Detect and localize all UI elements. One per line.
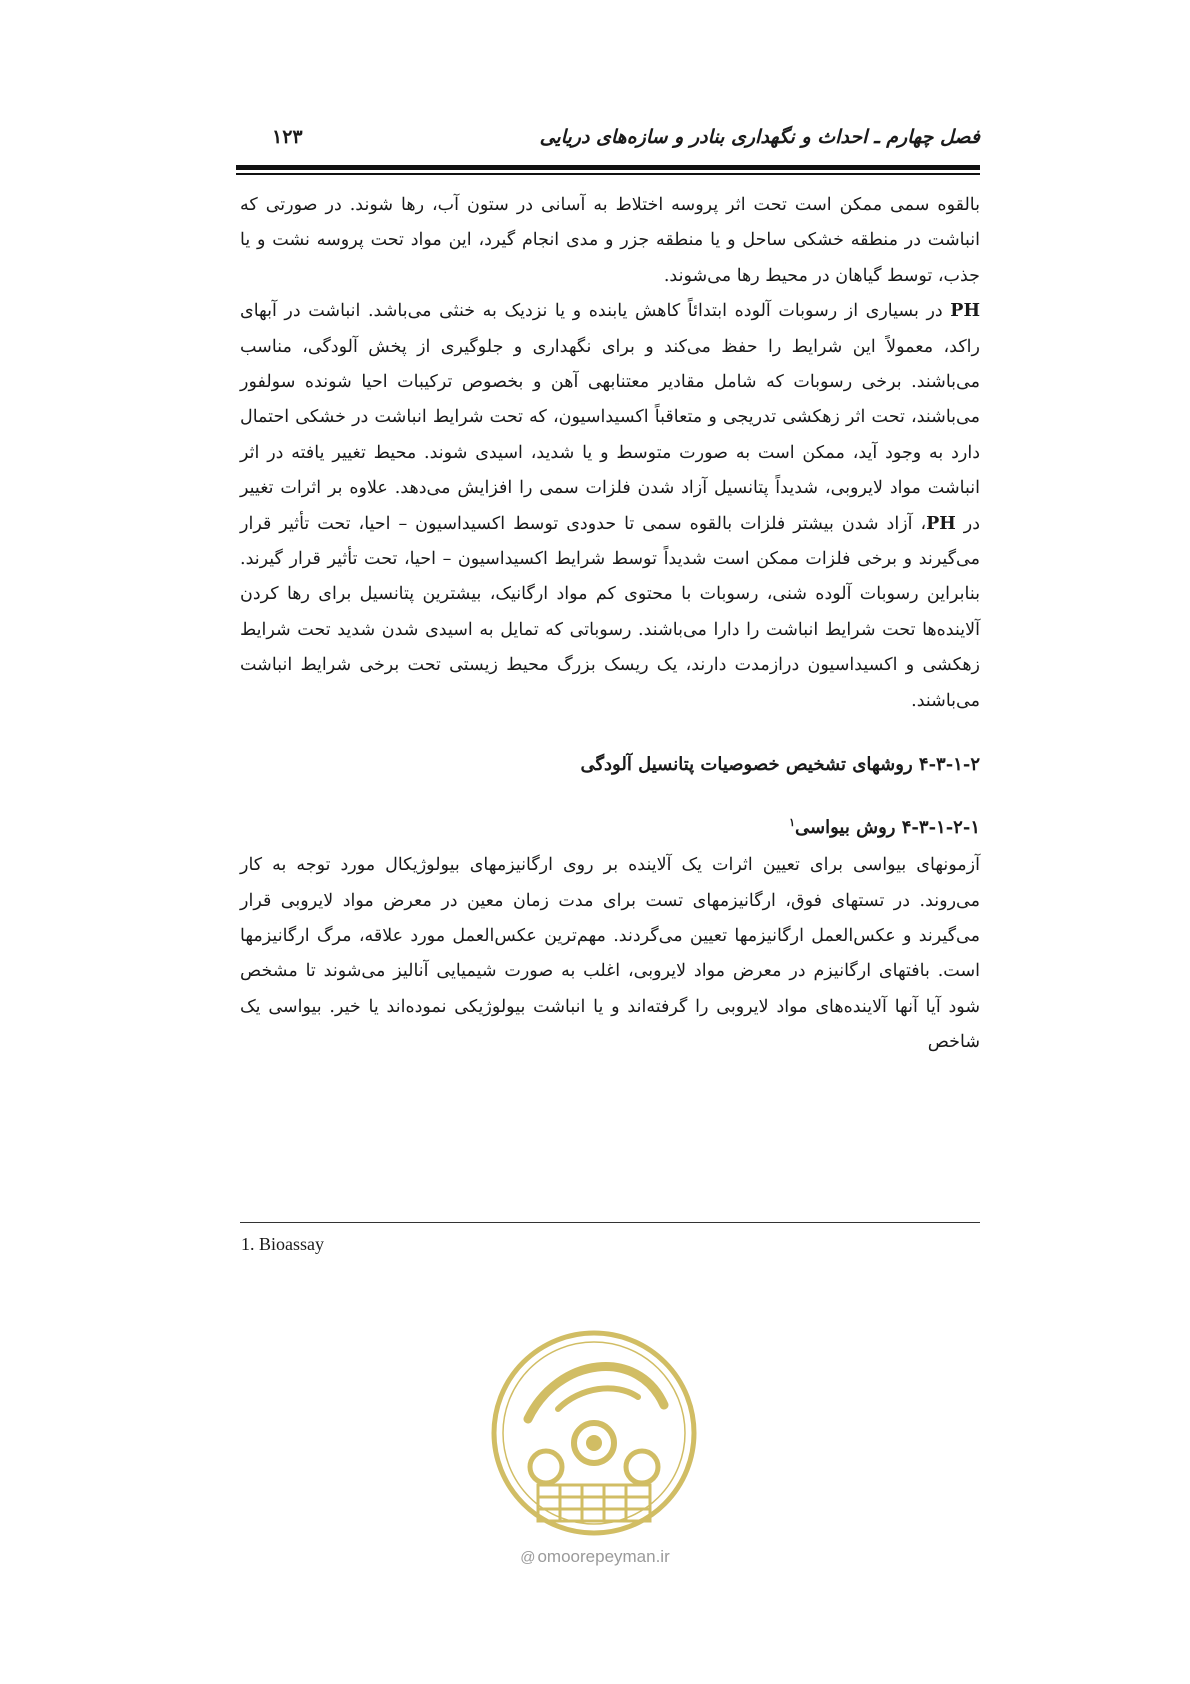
section-heading: ۴-۳-۱-۲ روشهای تشخیص خصوصیات پتانسیل آلودگی — [580, 754, 980, 776]
subsection-heading — [240, 805, 980, 846]
ph-term-lead: PH — [950, 301, 980, 322]
footnote: 1. Bioassay — [241, 1234, 324, 1254]
header-rule-thick — [236, 165, 980, 170]
paragraph-3 — [240, 848, 980, 1060]
subsection-heading-text: ۴-۳-۱-۲-۱ روش بیواسی — [795, 817, 980, 839]
paragraph-2-text-a: در بسیاری از رسوبات آلوده ابتدائاً کاهش یابنده و یا نزدیک به خنثی می‌باشد. انباشت در آبهای راکد، معمولاً این شرایط را حفظ می‌کند و برای نگهداری و جلوگیری از پخش آلودگی، مناسب می‌باشند. برخی رسوبات که شامل مقادیر معتنابهی آهن و بخصوص ترکیبات احیا شونده سولفور می‌باشند، تحت اثر زهکشی تدریجی و متعاقباً اکسیداسیون، که تحت شرایط انباشت در خشکی احتمال دارد به وجود آید، ممکن است به صورت متوسط و یا شدید، اسیدی شوند. محیط تغییر یافته در اثر انباشت مواد لایروبی، شدیداً پتانسیل آزاد شدن فلزات سمی را افزایش می‌دهد. علاوه بر اثرات تغییر در — [240, 301, 980, 534]
page-header — [236, 126, 980, 156]
body-text — [240, 188, 980, 1061]
watermark-site-text: omoorepeyman.ir — [537, 1547, 670, 1566]
header-rule-thin — [236, 173, 980, 175]
footnote-rule — [240, 1222, 980, 1223]
paragraph-2 — [240, 294, 980, 719]
paragraph-1 — [240, 188, 980, 294]
paragraph-1-text: بالقوه سمی ممکن است تحت اثر پروسه اختلاط به آسانی در ستون آب، رها شوند. در صورتی که انباشت در منطقه خشکی ساحل و یا منطقه جزر و مدی انجام گیرد، این مواد تحت پروسه نشت و یا جذب، توسط گیاهان در محیط رها می‌شوند. — [240, 195, 980, 286]
watermark-logo-icon — [488, 1327, 700, 1539]
running-title: فصل چهارم ـ احداث و نگهداری بنادر و سازه‌های دریایی — [539, 126, 980, 148]
watermark-at-icon: @ — [520, 1549, 536, 1566]
paragraph-3-text: آزمونهای بیواسی برای تعیین اثرات یک آلاینده بر روی ارگانیزمهای بیولوژیکال مورد توجه به کار می‌روند. در تستهای فوق، ارگانیزمهای تست برای مدت زمان معین در معرض مواد لایروبی قرار می‌گیرند و عکس‌العمل ارگانیزمها تعیین می‌گردند. مهم‌ترین عکس‌العمل مورد علاقه، مرگ ارگانیزمها است. بافتهای ارگانیزم در معرض مواد لایروبی، اغلب به صورت شیمیایی آنالیز می‌شوند تا مشخص شود آیا آنها آلاینده‌های مواد لایروبی را گرفته‌اند و یا انباشت بیولوژیکی نموده‌اند یا خیر. بیواسی یک شاخص — [240, 855, 980, 1053]
footnote-marker: ۱ — [789, 816, 796, 830]
ph-term-mid: PH — [926, 513, 956, 534]
watermark-site — [0, 1547, 1190, 1567]
paragraph-2-text-b: ، آزاد شدن بیشتر فلزات بالقوه سمی تا حدودی توسط اکسیداسیون – احیا، تحت تأثیر قرار می‌گیرند و برخی فلزات ممکن است شدیداً توسط شرایط اکسیداسیون – احیا، تحت تأثیر قرار گیرند. بنابراین رسوبات آلوده شنی، رسوبات با محتوی کم مواد ارگانیک، بیشترین پتانسیل برای رها کردن آلاینده‌ها تحت شرایط انباشت را دارا می‌باشند. رسوباتی که تمایل به اسیدی شدن شدید تحت شرایط زهکشی و اکسیداسیون درازمدت دارند، یک ریسک بزرگ محیط زیستی تحت برخی شرایط انباشت می‌باشند. — [240, 513, 980, 711]
page-number: ۱۲۳ — [272, 126, 303, 148]
